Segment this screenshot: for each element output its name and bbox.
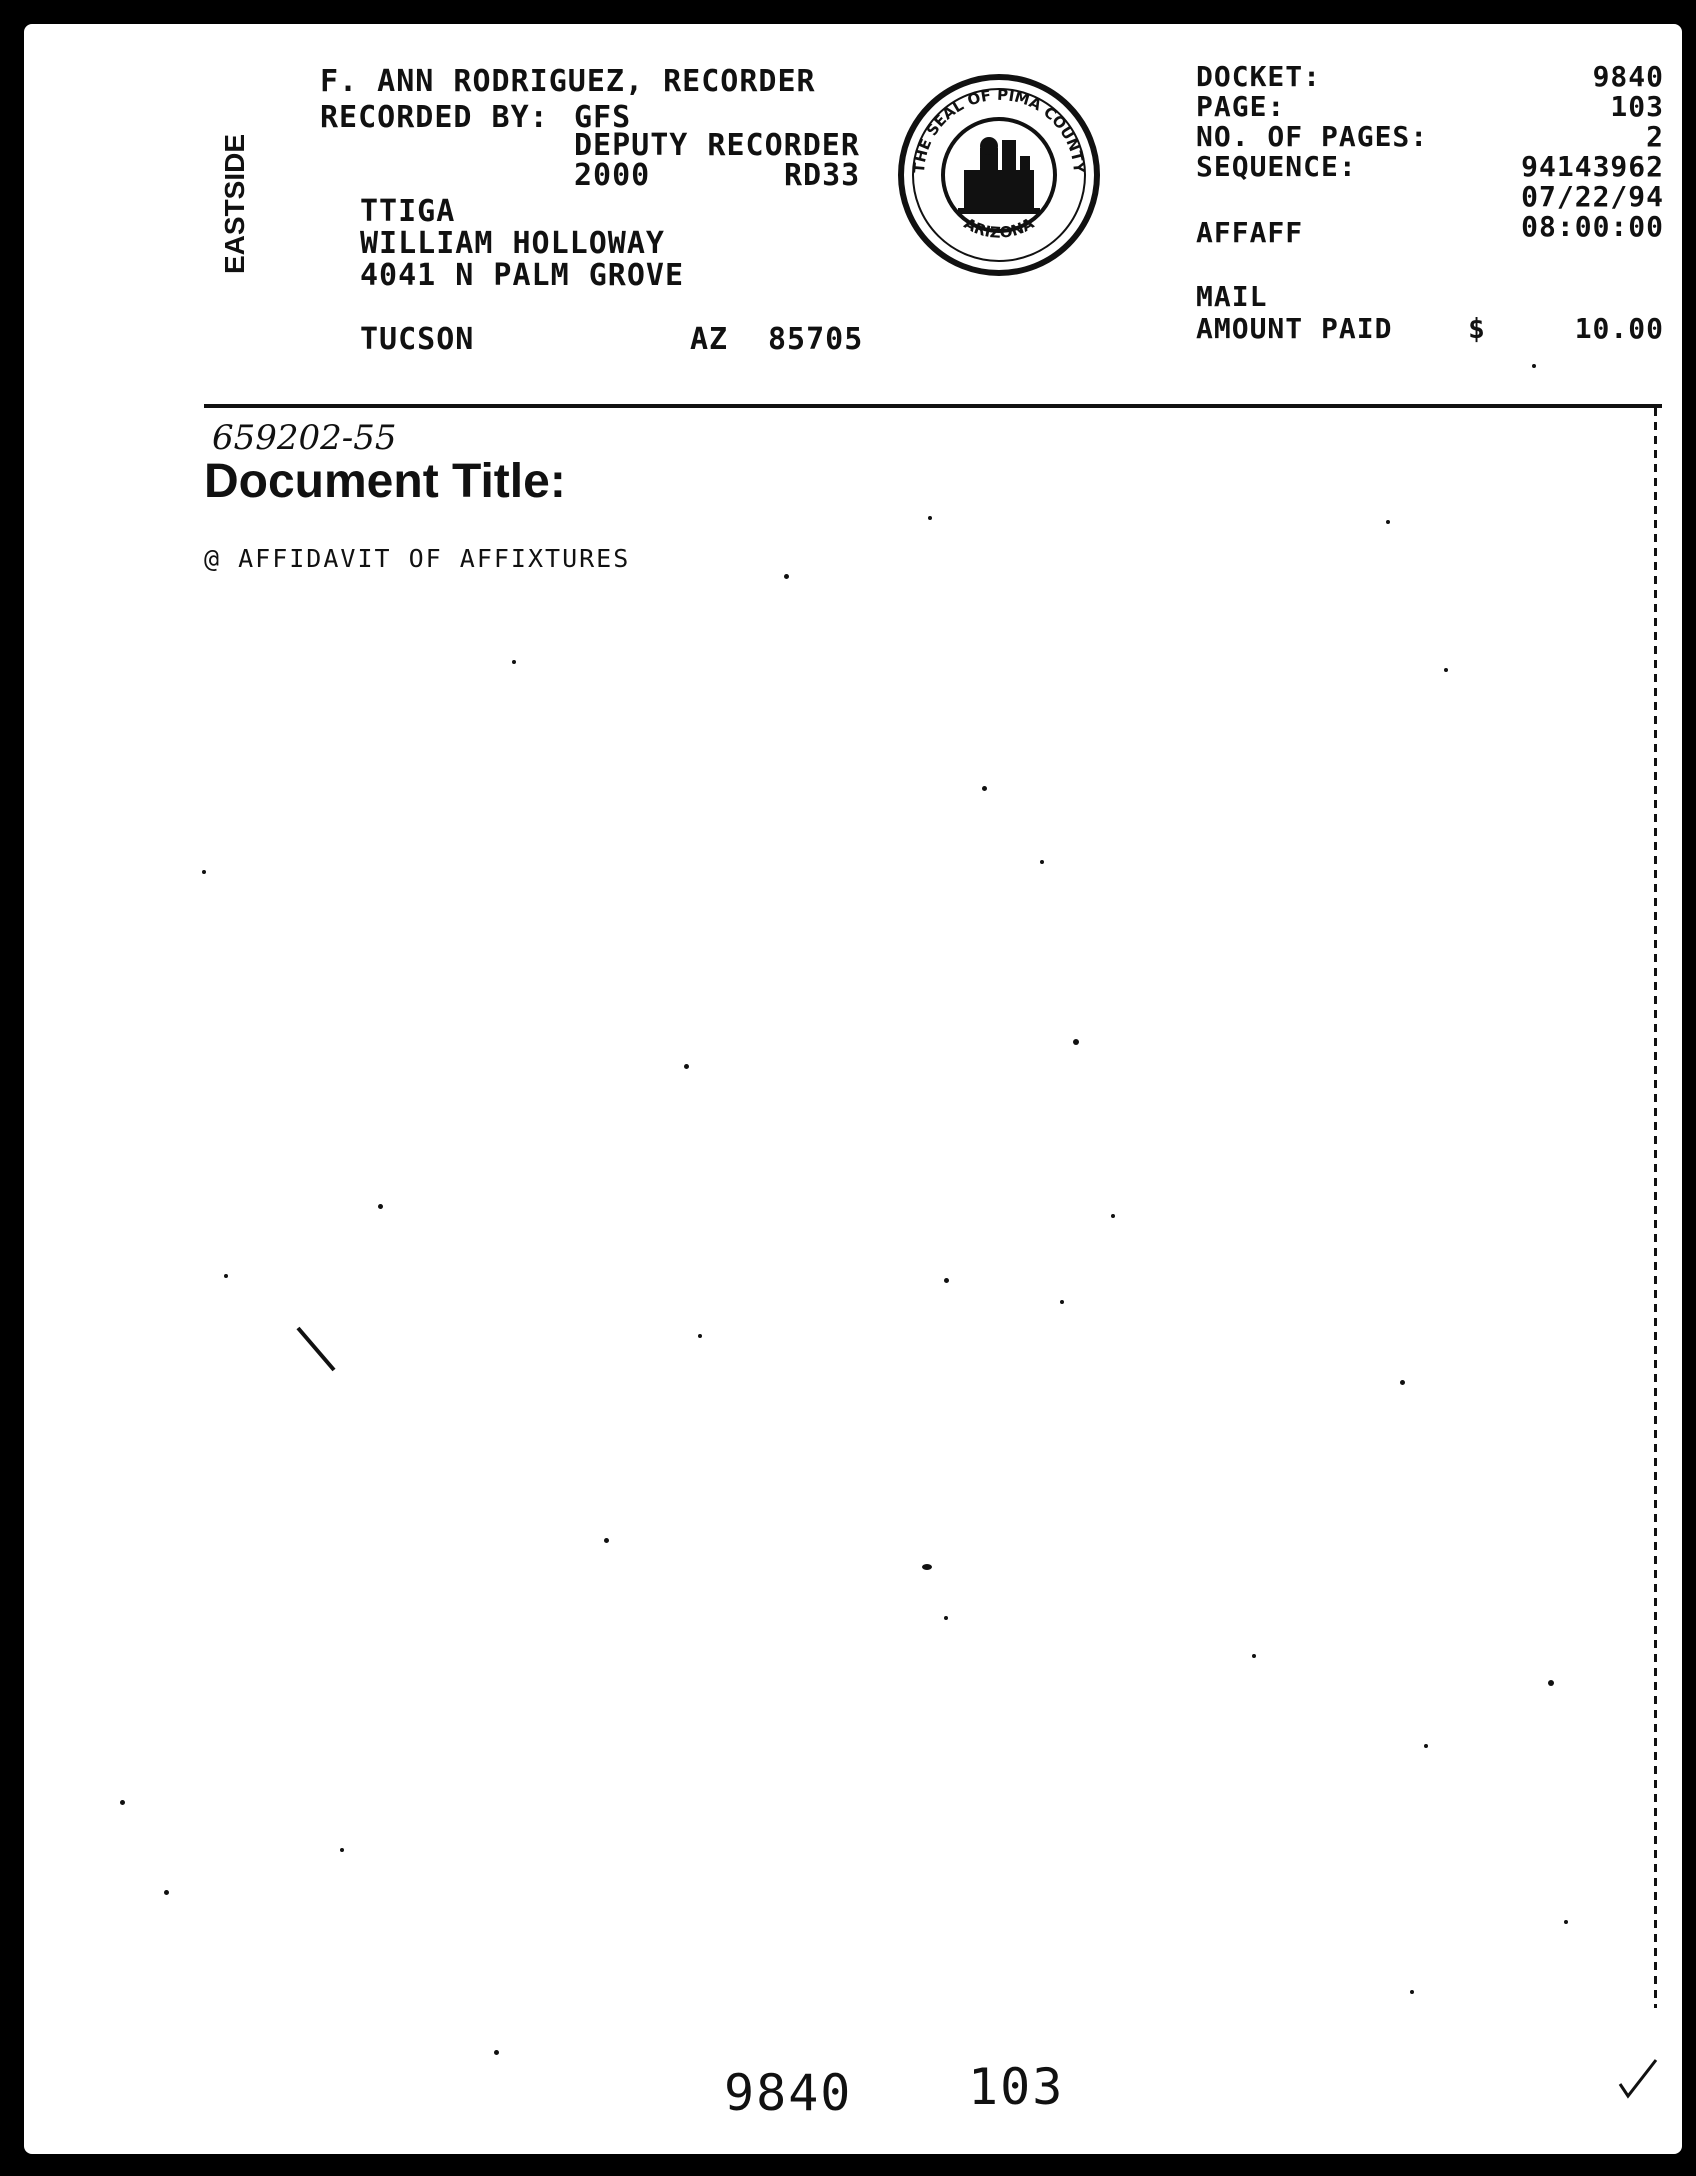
mail-label: MAIL <box>1196 280 1268 313</box>
pages-value: 2 <box>1646 120 1664 153</box>
page-label: PAGE: <box>1196 90 1286 123</box>
recorder-code-left: 2000 <box>574 158 651 193</box>
amount-paid-label: AMOUNT PAID <box>1196 312 1393 345</box>
seal-top-text: THE SEAL OF PIMA COUNTY <box>909 85 1089 174</box>
page-value: 103 <box>1610 90 1664 123</box>
eastside-label: EASTSIDE <box>219 133 250 274</box>
docket-label: DOCKET: <box>1196 60 1322 93</box>
handwritten-reference: 659202-55 <box>212 418 397 458</box>
amount-currency: $ <box>1468 312 1486 345</box>
record-time: 08:00:00 <box>1521 210 1664 243</box>
footer-page: 103 <box>968 2058 1065 2116</box>
deputy-recorder: DEPUTY RECORDER <box>574 128 860 163</box>
header-divider <box>204 404 1662 408</box>
footer-docket: 9840 <box>724 2064 853 2122</box>
right-edge-line <box>1654 408 1657 2008</box>
doc-type-code: AFFAFF <box>1196 216 1304 249</box>
mail-to-street: 4041 N PALM GROVE <box>360 258 685 293</box>
sequence-value: 94143962 <box>1521 150 1664 183</box>
document-title-value: @ AFFIDAVIT OF AFFIXTURES <box>204 544 631 573</box>
pages-label: NO. OF PAGES: <box>1196 120 1429 153</box>
docket-value: 9840 <box>1592 60 1664 93</box>
recorder-code-right: RD33 <box>784 158 861 193</box>
recorded-by-label: RECORDED BY: <box>320 100 549 135</box>
document-title-heading: Document Title: <box>204 455 566 508</box>
mail-to-state: AZ <box>690 322 729 357</box>
recorded-document-page <box>24 24 1682 2154</box>
mail-to-city: TUCSON <box>360 322 475 357</box>
amount-paid-value: 10.00 <box>1574 312 1664 345</box>
mail-to-name: WILLIAM HOLLOWAY <box>360 226 665 261</box>
sequence-label: SEQUENCE: <box>1196 150 1357 183</box>
record-date: 07/22/94 <box>1521 180 1664 213</box>
checkmark-icon <box>1614 2054 1664 2104</box>
svg-text:ARIZONA <box>961 214 1037 242</box>
recorder-name: F. ANN RODRIGUEZ, RECORDER <box>320 64 816 99</box>
county-seal-icon <box>894 70 1104 280</box>
seal-bottom-text: ARIZONA <box>960 214 1038 242</box>
pen-mark <box>294 1324 344 1384</box>
recorded-by-value: GFS <box>574 100 632 135</box>
mail-to-line1: TTIGA <box>360 194 456 229</box>
mail-to-zip: 85705 <box>768 322 864 357</box>
